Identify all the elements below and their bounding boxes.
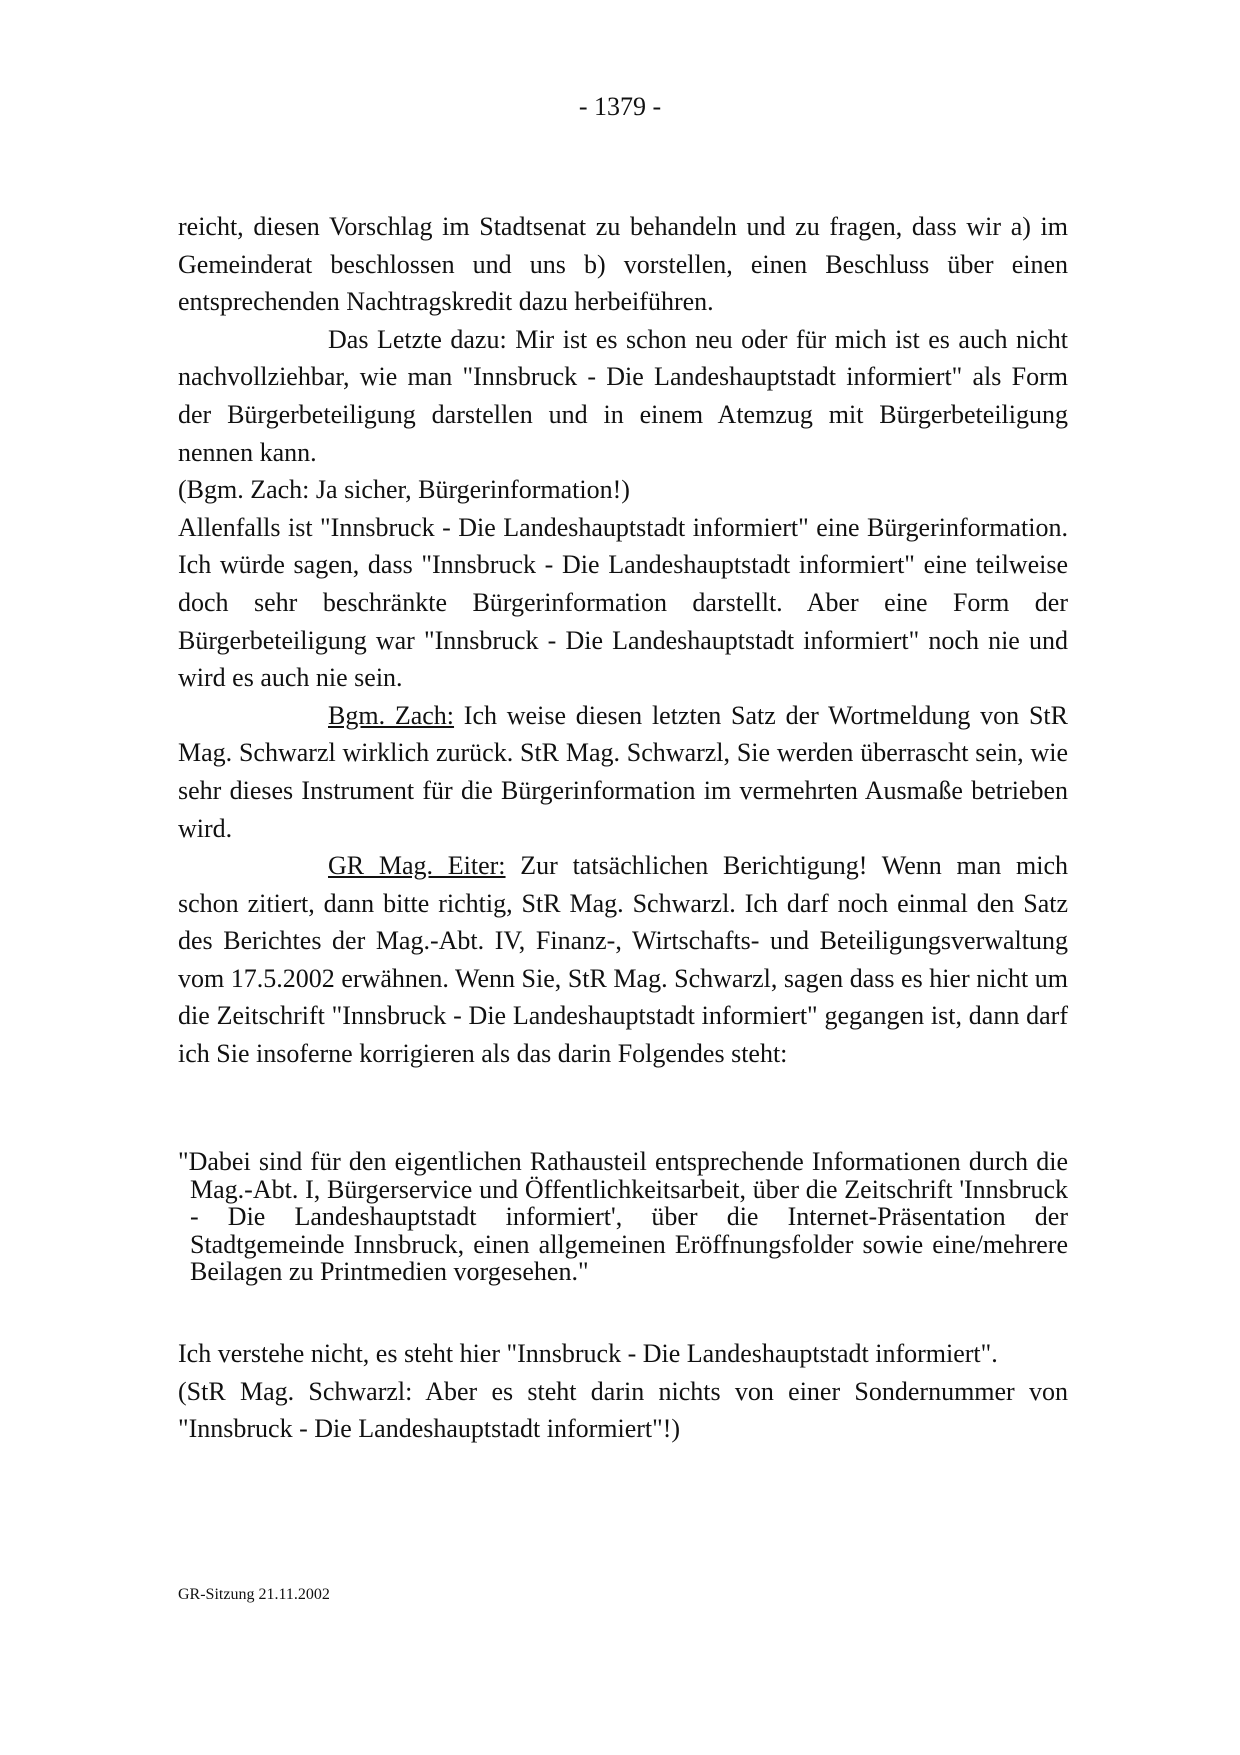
paragraph-mayor-reply: [178, 697, 1068, 847]
quote-text: "Dabei sind für den eigentlichen Rathausteil entsprechende Informationen durch die Mag.-Abt. I, Bürgerservice und Öffentlichkeitsarbeit, über die Zeitschrift 'Innsbruck - Die Landeshauptstadt informiert', über die Internet-Präsentation der Stadtgemeinde Innsbruck, einen allgemeinen Eröffnungsfolder sowie eine/mehrere Beilagen zu Printmedien vorgesehen.": [178, 1147, 1068, 1286]
transcript-body: [178, 208, 1068, 1073]
interjection-closing: (StR Mag. Schwarzl: Aber es steht darin nichts von einer Sondernummer von "Innsbruck - Die Landeshauptstadt informiert"!): [178, 1376, 1068, 1444]
paragraph-continuation: reicht, diesen Vorschlag im Stadtsenat zu behandeln und zu fragen, dass wir a) im Gemeinderat beschlossen und uns b) vorstellen, einen Beschluss über einen entsprechenden Nachtragskredit dazu herbeiführen.: [178, 212, 1068, 317]
paragraph-correction: [178, 847, 1068, 1073]
page-number: - 1379 -: [578, 92, 662, 121]
speech-text: Zur tatsächlichen Berichtigung! Wenn man mich schon zitiert, dann bitte richtig, StR Mag. Schwarzl. Ich darf noch einmal den Satz des Berichtes der Mag.-Abt. IV, Finanz-, Wirtschafts- und Beteiligungsverwaltung vom 17.5.2002 erwähnen. Wenn Sie, StR Mag. Schwarzl, sagen dass es hier nicht um die Zeitschrift "Innsbruck - Die Landeshauptstadt informiert" gegangen ist, dann darf ich Sie insoferne korrigieren als das darin Folgendes steht:: [178, 851, 1068, 1069]
speaker-name: Bgm. Zach:: [328, 700, 455, 730]
quoted-report: [178, 1148, 1068, 1286]
paragraph-statement-continued: Allenfalls ist "Innsbruck - Die Landeshauptstadt informiert" eine Bürgerinformation. Ich würde sagen, dass "Innsbruck - Die Landeshauptstadt informiert" eine teilweise doch sehr beschränkte Bürgerinformation darstellt. Aber eine Form der Bürgerbeteiligung war "Innsbruck - Die Landeshauptstadt informiert" noch nie und wird es auch nie sein.: [178, 512, 1068, 693]
interjection: (Bgm. Zach: Ja sicher, Bürgerinformation!): [178, 475, 630, 505]
speech-text: Ich weise diesen letzten Satz der Wortmeldung von StR Mag. Schwarzl wirklich zurück. StR Mag. Schwarzl, Sie werden überrascht sein, wie sehr dieses Instrument für die Bürgerinformation im vermehrten Ausmaße betrieben wird.: [178, 700, 1068, 843]
speaker-name: GR Mag. Eiter:: [328, 851, 506, 881]
paragraph-statement: Das Letzte dazu: Mir ist es schon neu oder für mich ist es auch nicht nachvollziehbar, wie man "Innsbruck - Die Landeshauptstadt informiert" als Form der Bürgerbeteiligung darstellen und in einem Atemzug mit Bürgerbeteiligung nennen kann.: [178, 324, 1068, 467]
footer-session-label: GR-Sitzung 21.11.2002: [178, 1586, 330, 1603]
paragraph-closing: Ich verstehe nicht, es steht hier "Innsbruck - Die Landeshauptstadt informiert".: [178, 1339, 998, 1368]
closing-section: [178, 1335, 1068, 1448]
